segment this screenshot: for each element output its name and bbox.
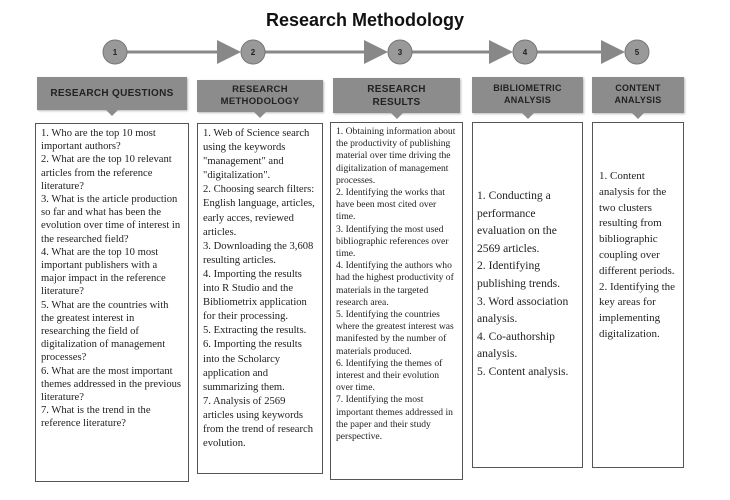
list-item: 5. Content analysis.: [477, 364, 569, 378]
list-item: 2. Identifying the works that have been most cited over time.: [336, 187, 445, 223]
step-number: 1: [112, 48, 118, 57]
list-item: 5. Identifying the countries where the greatest interest was manifested by the number of materials produced.: [336, 309, 454, 357]
list-item: 4. Identifying the authors who had the highest productivity of materials in the targeted research area.: [336, 260, 454, 308]
list-item: 3. Word association analysis.: [477, 294, 569, 326]
list-item: 2. Identifying publishing trends.: [477, 259, 561, 290]
list-item: 7. Identifying the most important themes addressed in the paper and their study perspective.: [336, 394, 453, 443]
header-bibliometric-analysis: BIBLIOMETRIC ANALYSIS: [472, 77, 583, 113]
research-methodology-list: [197, 123, 323, 474]
list-item: 6. Importing the results into the Scholarcy application and summarizing them.: [203, 339, 302, 393]
research-results-list: [330, 122, 463, 480]
list-item: 4. What are the top 10 most important publishers with a major impact in the reference literature?: [41, 246, 166, 298]
step-number: 5: [634, 48, 640, 57]
list-item: 4. Co-authorship analysis.: [477, 329, 555, 361]
step-number: 2: [250, 48, 256, 57]
header-research-results: RESEARCH RESULTS: [333, 78, 460, 113]
research-questions-list: [35, 123, 189, 482]
list-item: 2. Identifying the key areas for implementing digitalization.: [599, 280, 676, 340]
content-analysis-list: [592, 122, 684, 468]
header-content-analysis: CONTENT ANALYSIS: [592, 77, 684, 113]
list-item: 1. Conducting a performance evaluation on the 2569 articles.: [477, 189, 557, 255]
bibliometric-analysis-list: [472, 122, 583, 468]
header-research-questions: RESEARCH QUESTIONS: [37, 77, 187, 110]
list-item: 2. What are the top 10 relevant articles from the reference literature?: [41, 154, 172, 192]
list-item: 1. Content analysis for the two clusters resulting from bibliographic coupling over different periods.: [599, 170, 675, 277]
list-item: 3. Downloading the 3,608 resulting articles.: [203, 240, 314, 266]
list-item: 3. What is the article production so far and what has been the evolution over time of interest in the researched field?: [41, 194, 181, 245]
list-item: 1. Web of Science search using the keywords "management" and "digitalization".: [203, 128, 310, 182]
header-research-methodology: RESEARCH METHODOLOGY: [197, 80, 323, 112]
step-number: 4: [522, 48, 528, 57]
diagram-title: Research Methodology: [265, 10, 465, 30]
list-item: 6. What are the most important themes addressed in the previous literature?: [41, 365, 182, 404]
step-flow: [0, 0, 730, 75]
list-item: 1. Obtaining information about the productivity of publishing material over time driving the digitalization of management processes.: [336, 126, 456, 186]
list-item: 4. Importing the results into R Studio and the Bibliometrix application for their processing.: [203, 268, 307, 323]
list-item: 5. Extracting the results.: [203, 325, 307, 337]
list-item: 7. Analysis of 2569 articles using keywords from the trend of research evolution.: [203, 395, 314, 450]
list-item: 3. Identifying the most used bibliographic references over time.: [336, 223, 449, 260]
list-item: 1. Who are the top 10 most important authors?: [41, 128, 156, 153]
list-item: 2. Choosing search filters: English language, articles, early acces, reviewed articles.: [203, 184, 315, 238]
list-item: 5. What are the countries with the greatest interest in researching the field of digitalization of management processes?: [41, 299, 169, 364]
list-item: 7. What is the trend in the reference literature?: [41, 405, 151, 430]
step-number: 3: [397, 48, 403, 57]
list-item: 6. Identifying the themes of interest and their evolution over time.: [336, 357, 443, 394]
